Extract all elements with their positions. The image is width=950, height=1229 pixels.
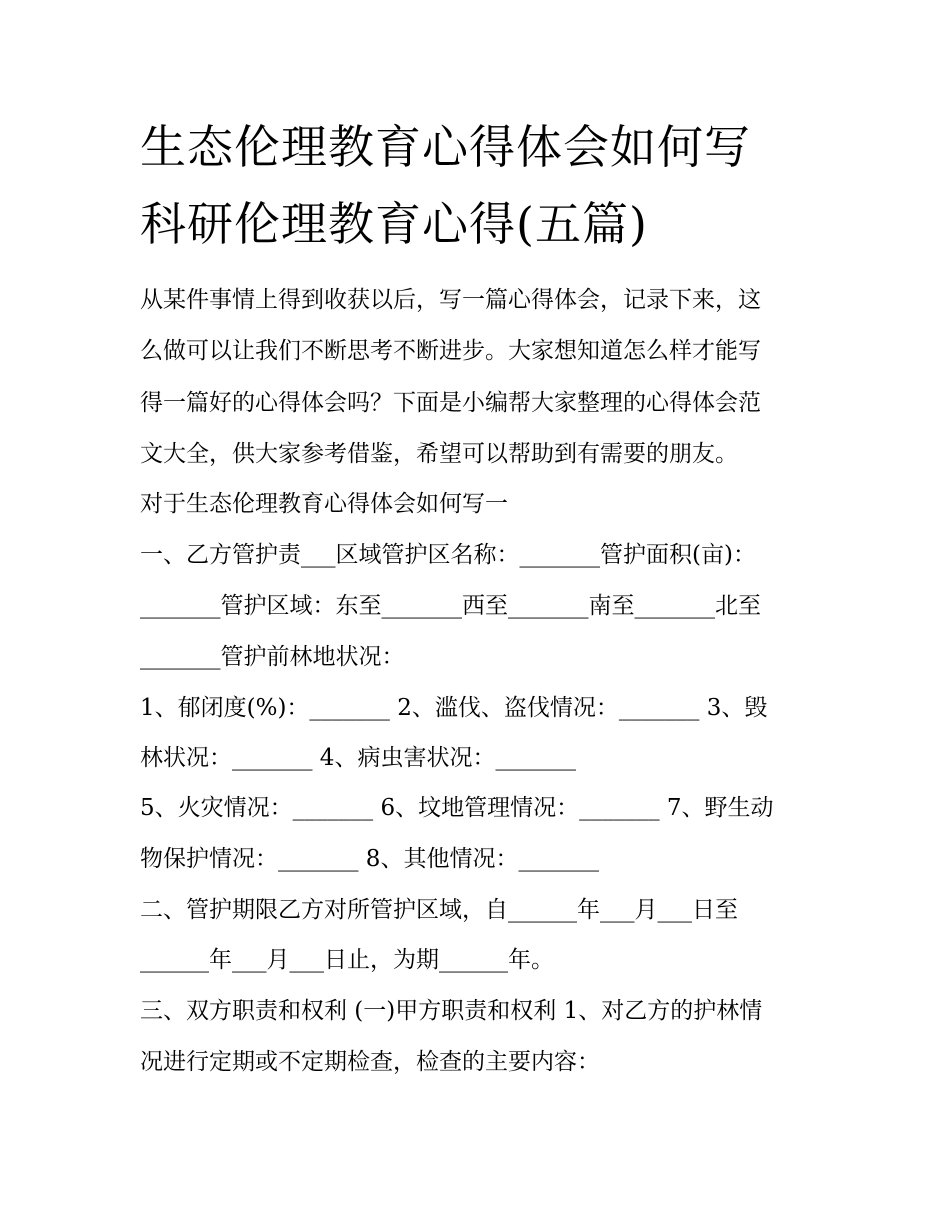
clause-1-line-3: _______管护前林地状况： [140,644,405,670]
clause-2-line-1: 二、管护期限乙方对所管护区域，自______年___月___日至 [140,897,738,923]
clause-1-line-1: 一、乙方管护责___区域管护区名称：_______管护面积(亩)： [140,542,756,568]
intro-line-2: 么做可以让我们不断思考不断进步。大家想知道怎么样才能写 [140,338,761,364]
item-line-1: 1、郁闭度(%)：_______ 2、滥伐、盗伐情况：_______ 3、毁 [140,695,768,721]
intro-line-3: 得一篇好的心得体会吗？下面是小编帮大家整理的心得体会范 [140,390,761,416]
clause-2-line-2: ______年___月___日止，为期______年。 [140,947,554,973]
intro-line-1: 从某件事情上得到收获以后，写一篇心得体会，记录下来，这 [140,287,761,313]
item-line-2: 林状况：_______ 4、病虫害状况：_______ [140,745,576,771]
document-title-line-2: 科研伦理教育心得(五篇) [140,197,648,251]
intro-line-4: 文大全，供大家参考借鉴，希望可以帮助到有需要的朋友。 [140,441,738,467]
item-line-3: 5、火灾情况：_______ 6、坟地管理情况：_______ 7、野生动 [140,795,774,821]
section-heading: 对于生态伦理教育心得体会如何写一 [140,491,508,517]
document-title-line-1: 生态伦理教育心得体会如何写 [140,120,751,174]
clause-3-line-2: 况进行定期或不定期检查，检查的主要内容： [140,1049,600,1075]
clause-1-line-2: _______管护区域：东至_______西至_______南至_______北至 [140,593,761,619]
item-line-4: 物保护情况：_______ 8、其他情况：_______ [140,846,599,872]
clause-3-line-1: 三、双方职责和权利 (一)甲方职责和权利 1、对乙方的护林情 [140,998,763,1024]
